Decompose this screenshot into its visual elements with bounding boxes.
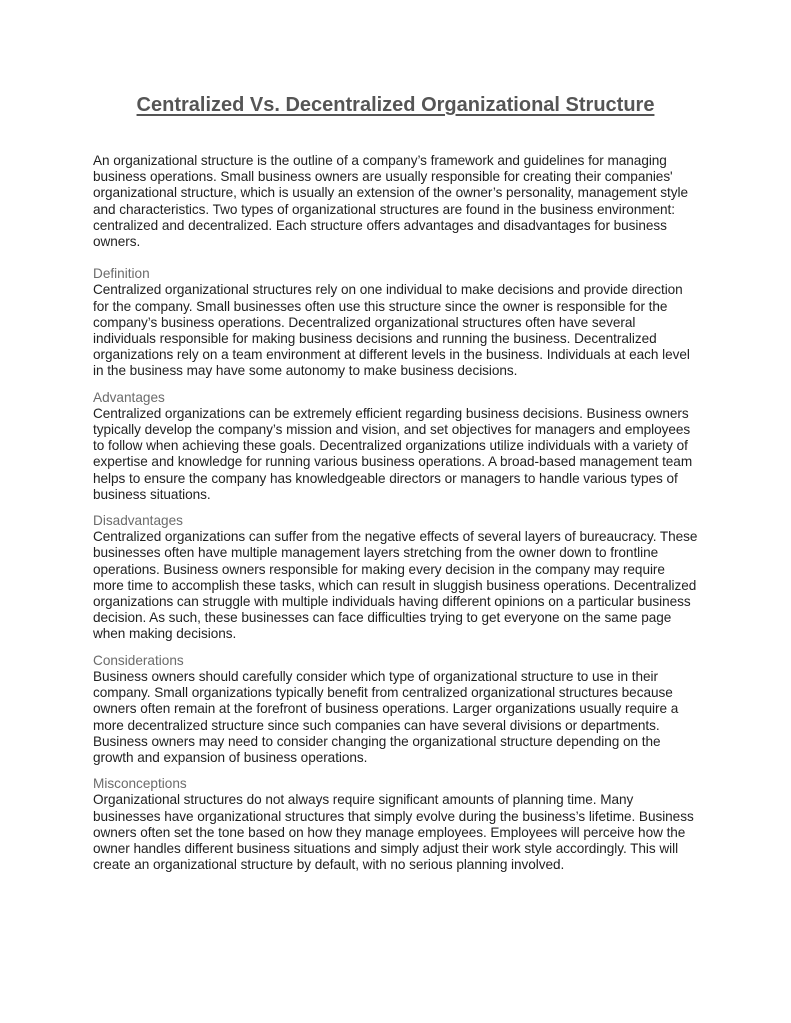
section-paragraph: Centralized organizations can be extremely efficient regarding business decisions. Business owners typically develop the company’s mission and vision, and set objectives for managers and employees to follow when achieving these goals. Decentralized organizations utilize individuals with a variety of expertise and knowledge for running various business operations. A broad-based management team helps to ensure the company has knowledgeable directors or managers to handle various types of business situations. [93, 405, 693, 502]
section-heading: Misconceptions [93, 776, 187, 792]
section-misconceptions [93, 776, 699, 873]
document-body [93, 153, 699, 883]
section-heading: Disadvantages [93, 513, 183, 529]
section-heading: Definition [93, 266, 150, 282]
section-heading: Considerations [93, 652, 184, 668]
section-definition [93, 266, 699, 379]
section-paragraph: Centralized organizations can suffer from the negative effects of several layers of bureaucracy. These businesses often have multiple management layers stretching from the owner down to frontline operations. Business owners responsible for making every decision in the company may require more time to accomplish these tasks, which can result in sluggish business operations. Decentralized organizations can struggle with multiple individuals having different opinions on a particular business decision. As such, these businesses can face difficulties trying to get everyone on the same page when making decisions. [93, 529, 698, 642]
intro-paragraph: An organizational structure is the outline of a company’s framework and guidelines for managing business operations. Small business owners are usually responsible for creating their companies' organizational structure, which is usually an extension of the owner’s personality, management style and characteristics. Two types of organizational structures are found in the business environment: centralized and decentralized. Each structure offers advantages and disadvantages for business owners. [93, 153, 688, 250]
section-paragraph: Business owners should carefully consider which type of organizational structure to use in their company. Small organizations typically benefit from centralized organizational structures because owners often remain at the forefront of business operations. Larger organizations usually require a more decentralized structure since such companies can have several divisions or departments. Business owners may need to consider changing the organizational structure depending on the growth and expansion of business operations. [93, 668, 679, 765]
section-heading: Advantages [93, 389, 165, 405]
section-paragraph: Organizational structures do not always require significant amounts of planning time. Many businesses have organizational structures that simply evolve during the business’s lifetime. Business owners often set the tone based on how they manage employees. Employees will perceive how the owner handles different business situations and simply adjust their work style accordingly. This will create an organizational structure by default, with no serious planning involved. [93, 792, 694, 873]
section-disadvantages [93, 513, 699, 643]
section-advantages [93, 390, 699, 503]
section-considerations [93, 653, 699, 766]
document-title: Centralized Vs. Decentralized Organizational Structure [136, 94, 655, 116]
section-paragraph: Centralized organizational structures rely on one individual to make decisions and provide direction for the company. Small businesses often use this structure since the owner is responsible for the company’s business operations. Decentralized organizational structures often have several individuals responsible for making business decisions and running the business. Decentralized organizations rely on a team environment at different levels in the business. Individuals at each level in the business may have some autonomy to make business decisions. [93, 282, 690, 379]
